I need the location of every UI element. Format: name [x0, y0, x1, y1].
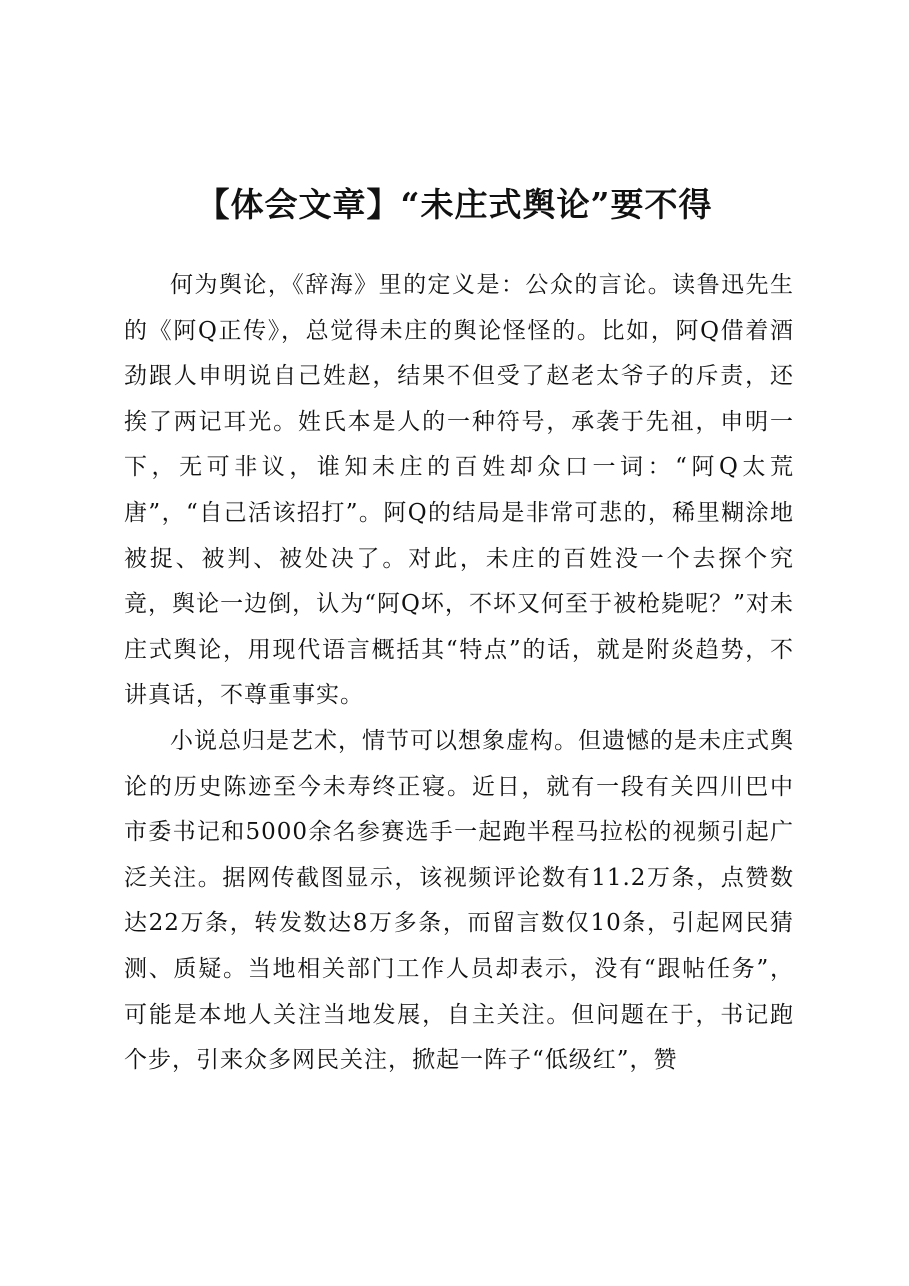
document-body	[124, 263, 794, 1084]
document-title: 【体会文章】“未庄式舆论”要不得	[196, 185, 713, 224]
paragraph-2: 小说总归是艺术，情节可以想象虚构。但遗憾的是未庄式舆论的历史陈迹至今未寿终正寝。近日，就有一段有关四川巴中市委书记和5000余名参赛选手一起跑半程马拉松的视频引起广泛关注。据网传截图显示，该视频评论数有11.2万条，点赞数达22万条，转发数达8万多条，而留言数仅10条，引起网民猜测、质疑。当地相关部门工作人员却表示，没有“跟帖任务”，可能是本地人关注当地发展，自主关注。但问题在于，书记跑个步，引来众多网民关注，掀起一阵子“低级红”，赞	[124, 727, 794, 1074]
paragraph-1: 何为舆论，《辞海》里的定义是：公众的言论。读鲁迅先生的《阿Q正传》，总觉得未庄的舆论怪怪的。比如，阿Q借着酒劲跟人申明说自己姓赵，结果不但受了赵老太爷子的斥责，还挨了两记耳光。姓氏本是人的一种符号，承袭于先祖，申明一下，无可非议，谁知未庄的百姓却众口一词：“阿Q太荒唐”，“自己活该招打”。阿Q的结局是非常可悲的，稀里糊涂地被捉、被判、被处决了。对此，未庄的百姓没一个去探个究竟，舆论一边倒，认为“阿Q坏，不坏又何至于被枪毙呢？”对未庄式舆论，用现代语言概括其“特点”的话，就是附炎趋势，不讲真话，不尊重事实。	[124, 272, 794, 709]
